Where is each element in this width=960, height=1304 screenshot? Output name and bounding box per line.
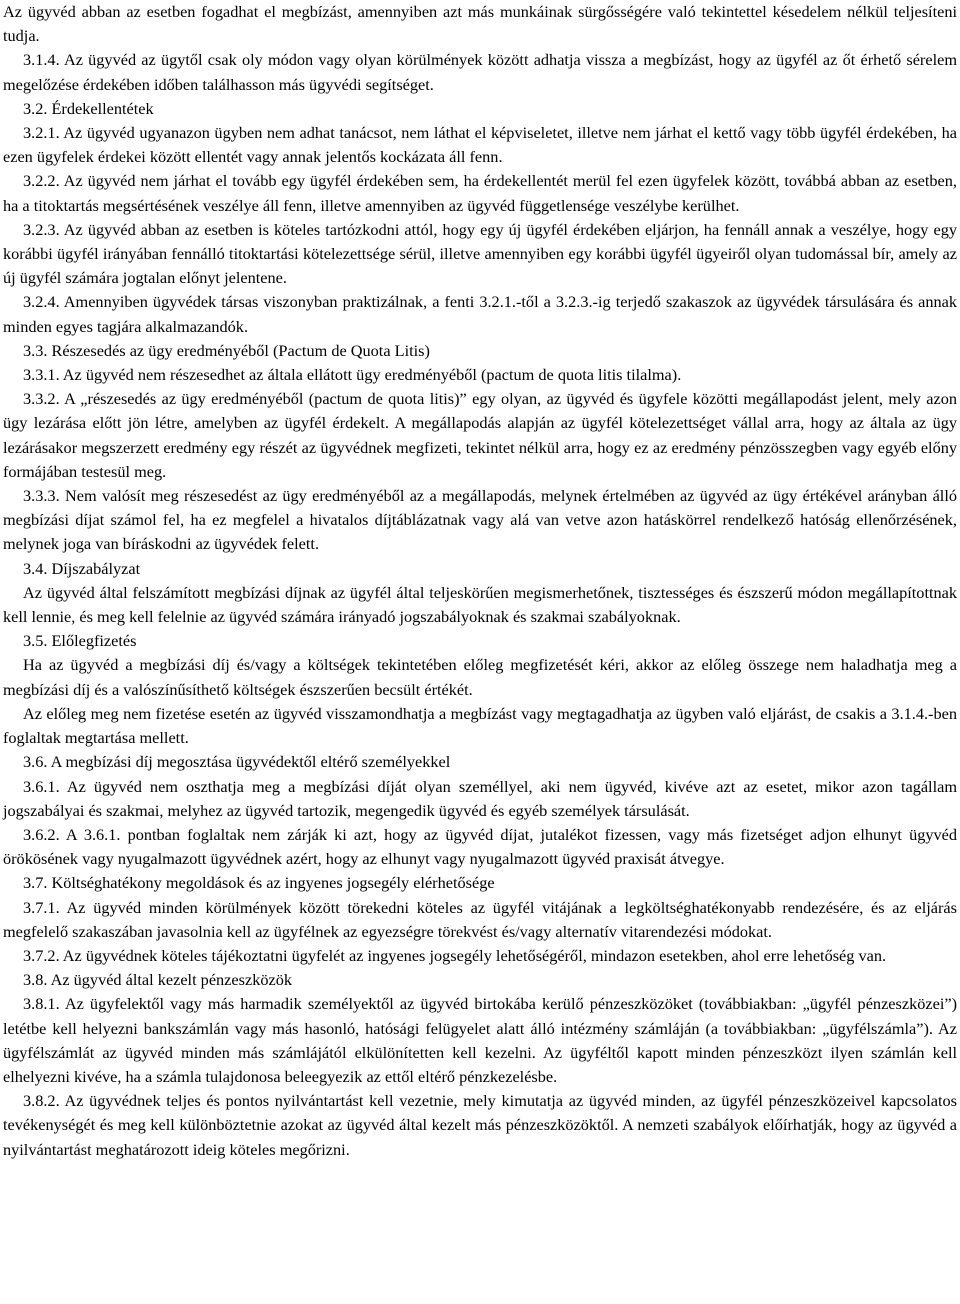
- paragraph-3-5-body-1: Ha az ügyvéd a megbízási díj és/vagy a költségek tekintetében előleg megfizetését kéri, akkor az előleg összege nem haladhatja meg a megbízási díj és a valószínűsíthető költségek észszerűen becsült értékét.: [3, 655, 957, 699]
- paragraph-3-7-1: 3.7.1. Az ügyvéd minden körülmények között törekedni köteles az ügyfél vitájának a legköltséghatékonyabb rendezésére, és az eljárás megfelelő szakaszában javasolnia kell az ügyfélnek az egyezségre törekvést és/vagy alternatív vitarendezési módokat.: [3, 897, 957, 941]
- paragraph-3-3-2: 3.3.2. A „részesedés az ügy eredményéből (pactum de quota litis)” egy olyan, az ügyvéd és ügyfele közötti megállapodást jelent, mely azon ügy lezárása előtt jön létre, amelyben az ügyfél érdekelt. A megállapodás alapján az ügyfél kötelezettséget vállal arra, hogy az általa az ügy lezárásakor megszerzett eredmény egy részét az ügyvédnek megfizeti, tekintet nélkül arra, hogy ez az eredmény pénzösszegben vagy egyéb előny formájában testesül meg.: [3, 389, 957, 481]
- section-heading-3-8: 3.8. Az ügyvéd által kezelt pénzeszközök: [23, 970, 292, 990]
- paragraph-3-8-2: 3.8.2. Az ügyvédnek teljes és pontos nyilvántartást kell vezetnie, mely kimutatja az ügyvéd minden, az ügyfél pénzeszközeivel kapcsolatos tevékenységét és meg kell különböztetnie azokat az ügyvéd által kezelt más pénzeszközöktől. A nemzeti szabályok előírhatják, hogy az ügyvéd a nyilvántartást meghatározott ideig köteles megőrizni.: [3, 1091, 957, 1159]
- paragraph-3-2-3: 3.2.3. Az ügyvéd abban az esetben is köteles tartózkodni attól, hogy egy új ügyfél érdekében eljárjon, ha fennáll annak a veszélye, hogy egy korábbi ügyfél irányában fennálló titoktartási kötelezettsége sérül, illetve amennyiben egy korábbi ügyfél ügyeiről olyan tudomással bír, amely az új ügyfél számára jogtalan előnyt jelentene.: [3, 219, 957, 288]
- paragraph-3-6-2: 3.6.2. A 3.6.1. pontban foglaltak nem zárják ki azt, hogy az ügyvéd díjat, jutalékot fizessen, vagy más fizetséget adjon elhunyt ügyvéd örökösének vagy nyugalmazott ügyvédnek azért, hogy az elhunyt vagy nyugalmazott ügyvéd praxisát átvegye.: [3, 824, 957, 869]
- section-heading-3-7: 3.7. Költséghatékony megoldások és az ingyenes jogsegély elérhetősége: [23, 873, 495, 893]
- paragraph-continuation: Az ügyvéd abban az esetben fogadhat el megbízást, amennyiben azt más munkáinak sürgősségére való tekintettel késedelem nélkül teljesíteni tudja.: [3, 2, 957, 46]
- paragraph-3-6-1: 3.6.1. Az ügyvéd nem oszthatja meg a megbízási díját olyan személlyel, aki nem ügyvéd, kivéve azt az esetet, mikor azon tagállam jogszabályai és szakmai, melyhez az ügyvéd tartozik, megengedik ügyvéd és egyéb személyek társulását.: [3, 776, 957, 820]
- section-heading-3-2: 3.2. Érdekellentétek: [23, 98, 154, 118]
- paragraph-3-3-1: 3.3.1. Az ügyvéd nem részesedhet az általa ellátott ügy eredményéből (pactum de quota litis tilalma).: [23, 365, 682, 385]
- paragraph-3-5-body-2: Az előleg meg nem fizetése esetén az ügyvéd visszamondhatja a megbízást vagy megtagadhatja az ügyben való eljárást, de csakis a 3.1.4.-ben foglaltak megtartása mellett.: [3, 703, 957, 748]
- paragraph-3-2-4: 3.2.4. Amennyiben ügyvédek társas viszonyban praktizálnak, a fenti 3.2.1.-től a 3.2.3.-ig terjedő szakaszok az ügyvédek társulására és annak minden egyes tagjára alkalmazandók.: [3, 292, 957, 336]
- paragraph-3-1-4: 3.1.4. Az ügyvéd az ügytől csak oly módon vagy olyan körülmények között adhatja vissza a megbízást, hogy az ügyfél az őt érhető sérelem megelőzése érdekében időben találhasson más ügyvédi segítséget.: [3, 50, 957, 94]
- paragraph-3-8-1: 3.8.1. Az ügyfelektől vagy más harmadik személyektől az ügyvéd birtokába kerülő pénzeszközöket (továbbiakban: „ügyfél pénzeszközei”) letétbe kell helyezni bankszámlán vagy más hasonló, hatósági felügyelet alatt álló intézmény számláján (a továbbiakban: „ügyfélszámla”). Az ügyfélszámlát az ügyvéd minden más számlájától elkülönítetten kell kezelni. Az ügyféltől kapott minden pénzeszközt ilyen számlán kell elhelyezni kivéve, ha a számla tulajdonosa beleegyezik az ettől eltérő pénzkezelésbe.: [3, 994, 957, 1086]
- section-heading-3-3: 3.3. Részesedés az ügy eredményéből (Pactum de Quota Litis): [23, 340, 430, 360]
- section-heading-3-5: 3.5. Előlegfizetés: [23, 631, 137, 651]
- paragraph-3-3-3: 3.3.3. Nem valósít meg részesedést az ügy eredményéből az a megállapodás, melynek értelmében az ügyvéd az ügy értékével arányban álló megbízási díjat számol fel, ha ez megfelel a hivatalos díjtáblázatnak vagy alá van vetve azon hatáskörrel rendelkező hatóság ellenőrzésének, melynek joga van bíráskodni az ügyvédek felett.: [3, 486, 957, 554]
- paragraph-3-7-2: 3.7.2. Az ügyvédnek köteles tájékoztatni ügyfelét az ingyenes jogsegély lehetőségéről, mindazon esetekben, ahol erre lehetőség van.: [23, 945, 887, 965]
- paragraph-3-2-1: 3.2.1. Az ügyvéd ugyanazon ügyben nem adhat tanácsot, nem láthat el képviseletet, illetve nem járhat el kettő vagy több ügyfél érdekében, ha ezen ügyfelek érdekei között ellentét vagy annak jelentős kockázata áll fenn.: [3, 123, 957, 167]
- paragraph-3-2-2: 3.2.2. Az ügyvéd nem járhat el tovább egy ügyfél érdekében sem, ha érdekellentét merül fel ezen ügyfelek között, továbbá abban az esetben, ha a titoktartás megsértésének veszélye áll fenn, illetve amennyiben az ügyvéd függetlensége veszélybe kerülhet.: [3, 171, 957, 215]
- paragraph-3-4-body: Az ügyvéd által felszámított megbízási díjnak az ügyfél által teljeskörűen megismerhetőnek, tisztességes és észszerű módon megállapítottnak kell lennie, és meg kell felelnie az ügyvéd számára irányadó jogszabályoknak és szakmai szabályoknak.: [3, 582, 957, 627]
- section-heading-3-6: 3.6. A megbízási díj megosztása ügyvédektől eltérő személyekkel: [23, 752, 451, 772]
- section-heading-3-4: 3.4. Díjszabályzat: [23, 558, 141, 578]
